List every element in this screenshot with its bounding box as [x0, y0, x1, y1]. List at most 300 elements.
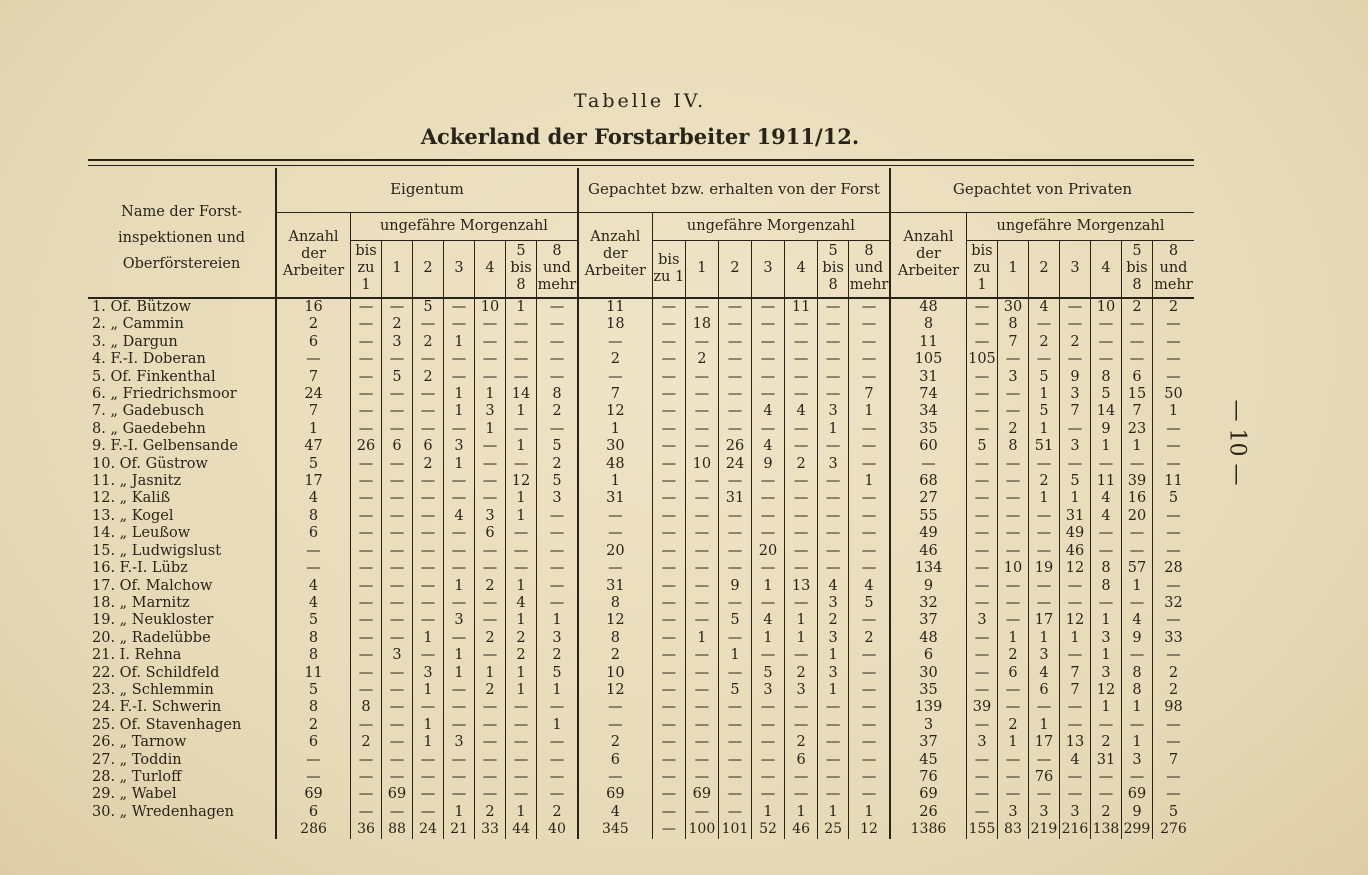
- morgen-subheader: 1: [997, 240, 1028, 298]
- table-cell: 139: [890, 699, 966, 716]
- row-label: 29. „ Wabel: [92, 786, 177, 803]
- table-cell: 9: [1121, 804, 1152, 821]
- table-cell: —: [351, 578, 382, 595]
- table-cell: 20: [751, 543, 784, 560]
- table-cell: —: [718, 403, 751, 420]
- table-cell: —: [751, 717, 784, 734]
- total-cell: 286: [276, 821, 350, 838]
- table-cell: —: [537, 786, 578, 803]
- table-cell: —: [475, 699, 506, 716]
- table-cell: 8: [1090, 369, 1121, 386]
- table-cell: —: [718, 334, 751, 351]
- table-cell: 23: [1121, 421, 1152, 438]
- table-cell: 3: [475, 508, 506, 525]
- table-cell: —: [966, 682, 997, 699]
- table-cell: —: [718, 525, 751, 542]
- table-cell: —: [652, 403, 685, 420]
- row-label: 9. F.-I. Gelbensande: [92, 438, 238, 455]
- table-cell: 4: [785, 403, 818, 420]
- table-cell: —: [351, 804, 382, 821]
- table-cell: —: [444, 525, 475, 542]
- table-cell: 1: [751, 804, 784, 821]
- table-cell: —: [351, 595, 382, 612]
- table-cell: —: [751, 316, 784, 333]
- table-cell: —: [997, 473, 1028, 490]
- table-cell: —: [818, 699, 849, 716]
- table-cell: —: [1152, 369, 1194, 386]
- table-cell: 1: [1028, 386, 1059, 403]
- table-row: [88, 682, 1194, 699]
- morgen-subheader: 5 bis 8: [1121, 240, 1152, 298]
- total-cell: 21: [444, 821, 475, 838]
- table-cell: 30: [890, 665, 966, 682]
- table-cell: —: [475, 612, 506, 629]
- table-cell: —: [818, 560, 849, 577]
- table-cell: —: [818, 734, 849, 751]
- table-cell: —: [413, 490, 444, 507]
- table-cell: 2: [382, 316, 413, 333]
- table-cell: 1: [1090, 438, 1121, 455]
- table-cell: 1: [475, 421, 506, 438]
- table-cell: —: [382, 630, 413, 647]
- table-cell: —: [997, 578, 1028, 595]
- table-cell: —: [751, 525, 784, 542]
- table-cell: 26: [718, 438, 751, 455]
- table-cell: 3: [1121, 752, 1152, 769]
- total-cell: 299: [1121, 821, 1152, 838]
- table-cell: 6: [785, 752, 818, 769]
- table-cell: 8: [890, 316, 966, 333]
- table-cell: —: [475, 647, 506, 664]
- morgen-subheader: 1: [685, 240, 718, 298]
- table-cell: —: [849, 786, 890, 803]
- table-cell: 1: [1121, 438, 1152, 455]
- table-cell: —: [444, 717, 475, 734]
- table-cell: —: [444, 560, 475, 577]
- table-cell: —: [849, 543, 890, 560]
- table-cell: —: [751, 473, 784, 490]
- table-cell: —: [506, 421, 537, 438]
- table-cell: —: [818, 490, 849, 507]
- table-cell: 12: [1090, 682, 1121, 699]
- table-cell: —: [966, 647, 997, 664]
- table-cell: —: [1152, 647, 1194, 664]
- table-cell: —: [1152, 456, 1194, 473]
- table-cell: —: [818, 543, 849, 560]
- table-cell: 5: [276, 612, 350, 629]
- table-cell: —: [382, 508, 413, 525]
- table-cell: —: [382, 298, 413, 316]
- table-cell: 5: [537, 665, 578, 682]
- table-body: [88, 298, 1194, 839]
- table-cell: 2: [1059, 334, 1090, 351]
- name-column-header: Name der Forst-inspektionen und Oberförstereien: [88, 168, 276, 298]
- table-cell: 26: [351, 438, 382, 455]
- table-row: [88, 734, 1194, 751]
- morgen-subheader: 2: [718, 240, 751, 298]
- table-cell: 7: [1059, 682, 1090, 699]
- table-cell: —: [652, 612, 685, 629]
- table-row: [88, 490, 1194, 507]
- table-cell: —: [351, 717, 382, 734]
- table-cell: 3: [1090, 630, 1121, 647]
- table-cell: 7: [1121, 403, 1152, 420]
- table-row: [88, 473, 1194, 490]
- table-cell: 31: [718, 490, 751, 507]
- table-cell: —: [578, 334, 652, 351]
- table-cell: —: [382, 351, 413, 368]
- table-cell: —: [537, 525, 578, 542]
- table-cell: —: [382, 665, 413, 682]
- table-cell: —: [1059, 769, 1090, 786]
- table-cell: 49: [890, 525, 966, 542]
- table-cell: —: [351, 525, 382, 542]
- table-cell: 3: [444, 734, 475, 751]
- table-cell: —: [351, 403, 382, 420]
- table-cell: —: [475, 717, 506, 734]
- table-cell: 9: [751, 456, 784, 473]
- table-cell: —: [351, 630, 382, 647]
- table-cell: —: [444, 369, 475, 386]
- table-cell: 4: [578, 804, 652, 821]
- morgen-subheader: 4: [475, 240, 506, 298]
- table-cell: 4: [818, 578, 849, 595]
- table-cell: —: [652, 386, 685, 403]
- table-cell: 3: [966, 734, 997, 751]
- table-cell: —: [413, 595, 444, 612]
- table-cell: 2: [785, 734, 818, 751]
- total-cell: 345: [578, 821, 652, 838]
- table-cell: —: [475, 334, 506, 351]
- table-cell: 5: [966, 438, 997, 455]
- table-cell: —: [1121, 717, 1152, 734]
- table-cell: —: [966, 769, 997, 786]
- table-cell: 5: [718, 682, 751, 699]
- table-cell: 2: [413, 369, 444, 386]
- table-cell: 7: [578, 386, 652, 403]
- table-cell: 1: [751, 578, 784, 595]
- total-cell: —: [652, 821, 685, 838]
- table-cell: 6: [276, 804, 350, 821]
- table-cell: 9: [1121, 630, 1152, 647]
- total-cell: 44: [506, 821, 537, 838]
- table-cell: 7: [1059, 403, 1090, 420]
- table-cell: —: [818, 386, 849, 403]
- table-cell: 1: [506, 403, 537, 420]
- table-cell: 16: [276, 298, 350, 316]
- total-cell: 36: [351, 821, 382, 838]
- table-cell: 20: [1121, 508, 1152, 525]
- table-cell: 3: [1090, 665, 1121, 682]
- table-cell: 6: [413, 438, 444, 455]
- table-cell: —: [413, 351, 444, 368]
- table-cell: —: [1028, 316, 1059, 333]
- table-cell: 1: [475, 386, 506, 403]
- table-cell: 3: [751, 682, 784, 699]
- table-cell: —: [751, 490, 784, 507]
- table-cell: 8: [1121, 665, 1152, 682]
- table-cell: —: [652, 421, 685, 438]
- table-cell: 3: [444, 438, 475, 455]
- table-cell: 13: [785, 578, 818, 595]
- table-cell: —: [444, 699, 475, 716]
- table-cell: 12: [506, 473, 537, 490]
- table-cell: —: [652, 334, 685, 351]
- table-cell: 24: [718, 456, 751, 473]
- table-cell: 2: [1121, 298, 1152, 316]
- table-cell: 2: [578, 351, 652, 368]
- table-cell: —: [1028, 456, 1059, 473]
- table-cell: —: [537, 351, 578, 368]
- row-label: 16. F.-I. Lübz: [92, 560, 188, 577]
- table-cell: 10: [1090, 298, 1121, 316]
- table-cell: —: [506, 717, 537, 734]
- table-cell: 1: [818, 682, 849, 699]
- table-cell: 5: [413, 298, 444, 316]
- table-cell: —: [475, 490, 506, 507]
- table-cell: 6: [276, 525, 350, 542]
- morgen-subheader: 2: [413, 240, 444, 298]
- morgen-subheader: 2: [1028, 240, 1059, 298]
- table-cell: —: [718, 421, 751, 438]
- table-cell: —: [578, 560, 652, 577]
- total-cell: 33: [475, 821, 506, 838]
- table-cell: 1: [1028, 421, 1059, 438]
- table-cell: —: [444, 421, 475, 438]
- row-label: 24. F.-I. Schwerin: [92, 699, 222, 716]
- table-row: [88, 786, 1194, 803]
- table-cell: —: [444, 316, 475, 333]
- table-cell: 69: [685, 786, 718, 803]
- table-cell: 105: [890, 351, 966, 368]
- table-number: Tabelle IV.: [573, 90, 707, 112]
- table-cell: 26: [890, 804, 966, 821]
- table-cell: —: [1121, 456, 1152, 473]
- table-cell: 6: [475, 525, 506, 542]
- table-cell: —: [382, 386, 413, 403]
- total-cell: 101: [718, 821, 751, 838]
- table-cell: —: [1152, 734, 1194, 751]
- morgen-subheader: bis zu 1: [351, 240, 382, 298]
- table-cell: —: [506, 316, 537, 333]
- table-cell: —: [652, 525, 685, 542]
- table-cell: —: [382, 682, 413, 699]
- table-cell: —: [685, 804, 718, 821]
- table-cell: —: [1090, 525, 1121, 542]
- table-cell: —: [718, 786, 751, 803]
- row-label: 18. „ Marnitz: [92, 594, 190, 611]
- table-cell: —: [413, 804, 444, 821]
- table-cell: —: [351, 560, 382, 577]
- table-cell: —: [578, 508, 652, 525]
- table-cell: 7: [849, 386, 890, 403]
- data-table: [88, 168, 1194, 839]
- table-cell: —: [578, 525, 652, 542]
- table-cell: 2: [537, 647, 578, 664]
- table-cell: 1: [785, 630, 818, 647]
- table-cell: —: [718, 769, 751, 786]
- total-cell: 276: [1152, 821, 1194, 838]
- table-cell: 55: [890, 508, 966, 525]
- table-cell: —: [890, 456, 966, 473]
- table-cell: 48: [578, 456, 652, 473]
- table-cell: 1: [685, 630, 718, 647]
- table-cell: —: [351, 351, 382, 368]
- table-cell: —: [382, 752, 413, 769]
- table-cell: —: [718, 595, 751, 612]
- totals-row: [88, 821, 1194, 838]
- table-cell: —: [685, 734, 718, 751]
- table-cell: —: [785, 717, 818, 734]
- table-cell: 1: [751, 630, 784, 647]
- table-cell: —: [685, 752, 718, 769]
- morgen-subheader: 8 und mehr: [1152, 240, 1194, 298]
- morgen-subheader: 3: [751, 240, 784, 298]
- table-cell: 7: [276, 403, 350, 420]
- table-cell: 13: [1059, 734, 1090, 751]
- table-cell: —: [685, 647, 718, 664]
- table-cell: 48: [890, 630, 966, 647]
- table-cell: 1: [578, 473, 652, 490]
- table-cell: —: [351, 316, 382, 333]
- table-cell: —: [506, 734, 537, 751]
- table-cell: —: [537, 752, 578, 769]
- table-cell: 9: [718, 578, 751, 595]
- table-cell: 50: [1152, 386, 1194, 403]
- row-label: 22. Of. Schildfeld: [92, 664, 220, 681]
- row-label: 11. „ Jasnitz: [92, 473, 182, 490]
- table-cell: 2: [475, 578, 506, 595]
- table-cell: —: [444, 630, 475, 647]
- table-cell: 76: [1028, 769, 1059, 786]
- table-cell: 1: [818, 647, 849, 664]
- table-cell: 3: [785, 682, 818, 699]
- table-cell: —: [1152, 525, 1194, 542]
- table-cell: —: [351, 665, 382, 682]
- table-cell: 1: [444, 804, 475, 821]
- table-cell: —: [785, 543, 818, 560]
- table-cell: 1: [1090, 612, 1121, 629]
- table-cell: —: [351, 543, 382, 560]
- table-cell: —: [537, 316, 578, 333]
- table-cell: —: [1059, 456, 1090, 473]
- table-cell: 3: [818, 665, 849, 682]
- table-cell: —: [785, 386, 818, 403]
- table-cell: 4: [849, 578, 890, 595]
- table-cell: 2: [276, 717, 350, 734]
- table-cell: 1: [1090, 699, 1121, 716]
- table-cell: 2: [351, 734, 382, 751]
- table-cell: —: [537, 334, 578, 351]
- table-cell: 2: [475, 630, 506, 647]
- table-cell: 69: [1121, 786, 1152, 803]
- table-cell: —: [685, 665, 718, 682]
- table-cell: —: [475, 369, 506, 386]
- table-cell: 6: [276, 334, 350, 351]
- table-cell: —: [849, 334, 890, 351]
- table-cell: 1: [1028, 717, 1059, 734]
- table-cell: —: [751, 334, 784, 351]
- table-cell: —: [537, 769, 578, 786]
- morgen-subheader: 1: [382, 240, 413, 298]
- table-header: [88, 168, 1194, 298]
- row-label: 30. „ Wredenhagen: [92, 803, 234, 820]
- table-cell: —: [751, 508, 784, 525]
- table-cell: —: [652, 473, 685, 490]
- table-cell: —: [849, 665, 890, 682]
- table-cell: —: [578, 369, 652, 386]
- table-cell: 2: [506, 647, 537, 664]
- morgen-header: ungefähre Morgenzahl: [652, 212, 890, 240]
- table-cell: 49: [1059, 525, 1090, 542]
- table-cell: —: [652, 665, 685, 682]
- table-cell: —: [1090, 334, 1121, 351]
- table-cell: —: [475, 786, 506, 803]
- table-cell: —: [818, 369, 849, 386]
- table-cell: 3: [966, 612, 997, 629]
- group-header-eigentum: Eigentum: [276, 168, 578, 212]
- table-cell: —: [849, 734, 890, 751]
- table-cell: 12: [578, 682, 652, 699]
- table-cell: —: [475, 438, 506, 455]
- table-cell: —: [413, 560, 444, 577]
- table-cell: —: [276, 752, 350, 769]
- table-cell: —: [818, 334, 849, 351]
- table-cell: 30: [578, 438, 652, 455]
- table-cell: 12: [578, 403, 652, 420]
- page-number: — 10 —: [1224, 399, 1250, 486]
- table-cell: 69: [382, 786, 413, 803]
- table-cell: —: [382, 699, 413, 716]
- table-cell: 2: [997, 647, 1028, 664]
- table-cell: —: [966, 298, 997, 316]
- table-cell: 1: [578, 421, 652, 438]
- table-cell: —: [276, 351, 350, 368]
- table-cell: —: [785, 699, 818, 716]
- row-label: 6. „ Friedrichsmoor: [92, 386, 237, 403]
- table-cell: 1: [506, 682, 537, 699]
- table-cell: —: [276, 769, 350, 786]
- table-cell: —: [506, 560, 537, 577]
- table-cell: 5: [849, 595, 890, 612]
- table-cell: 1: [444, 665, 475, 682]
- table-cell: 69: [890, 786, 966, 803]
- table-cell: 12: [1059, 560, 1090, 577]
- table-cell: 20: [578, 543, 652, 560]
- table-row: [88, 560, 1194, 577]
- morgen-subheader: 8 und mehr: [537, 240, 578, 298]
- table-cell: —: [997, 682, 1028, 699]
- table-cell: —: [1152, 334, 1194, 351]
- table-cell: —: [966, 752, 997, 769]
- table-cell: 5: [1028, 403, 1059, 420]
- count-header: Anzahl der Arbeiter: [890, 212, 966, 298]
- table-cell: —: [537, 369, 578, 386]
- table-cell: 2: [1028, 473, 1059, 490]
- table-cell: —: [966, 786, 997, 803]
- table-cell: —: [849, 717, 890, 734]
- row-label: 7. „ Gadebusch: [92, 403, 205, 420]
- table-cell: —: [537, 699, 578, 716]
- table-cell: 1: [276, 421, 350, 438]
- table-cell: —: [751, 351, 784, 368]
- morgen-subheader: bis zu 1: [966, 240, 997, 298]
- table-cell: 3: [818, 595, 849, 612]
- total-cell: 40: [537, 821, 578, 838]
- table-cell: 31: [578, 578, 652, 595]
- table-cell: 2: [1152, 682, 1194, 699]
- table-cell: 98: [1152, 699, 1194, 716]
